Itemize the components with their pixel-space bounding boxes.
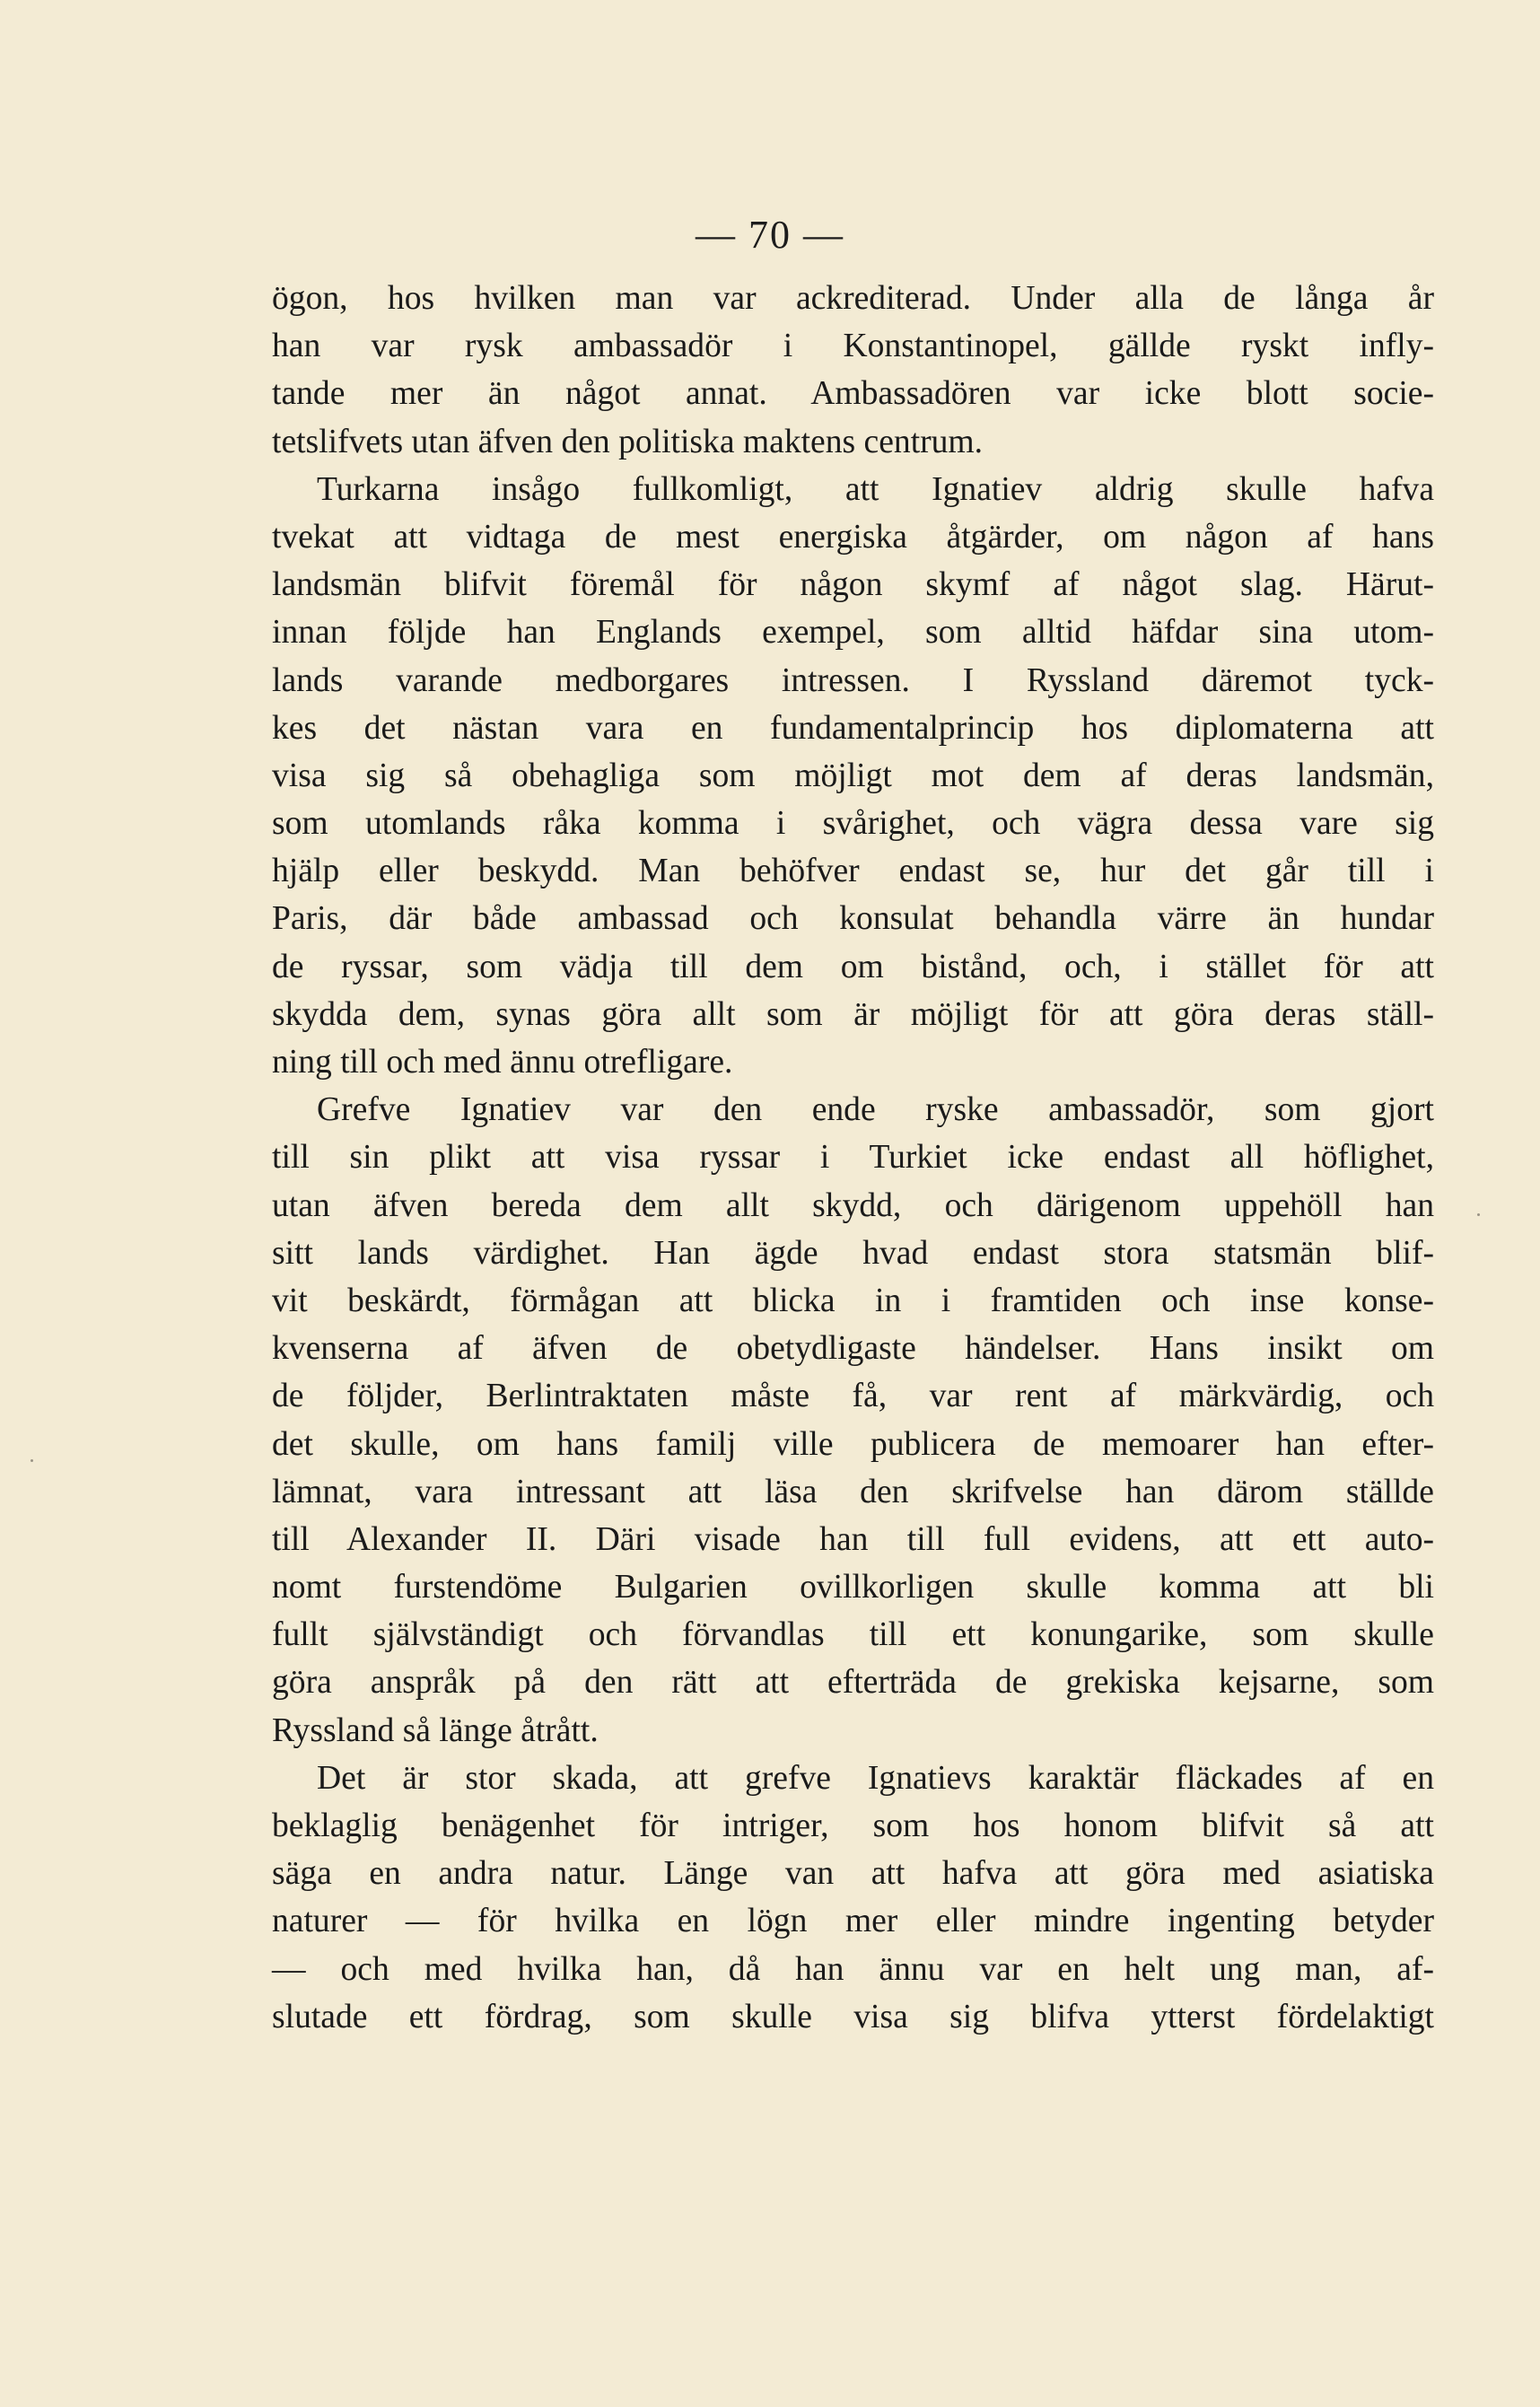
text-line: som utomlands råka komma i svårighet, och vägra dessa vare sig [272,805,1434,843]
paragraph-start-line: Turkarna insågo fullkomligt, att Ignatiev aldrig skulle hafva [317,470,1434,508]
text-line: tande mer än något annat. Ambassadören var icke blott socie- [272,375,1434,413]
text-line: hjälp eller beskydd. Man behöfver endast se, hur det går till i [272,853,1434,890]
text-line: — och med hvilka han, då han ännu var en helt ung man, af- [272,1950,1434,1988]
text-line: naturer — för hvilka en lögn mer eller mindre ingenting betyder [272,1903,1434,1940]
text-line: ögon, hos hvilken man var ackrediterad. Under alla de långa år [272,280,1434,317]
text-line: skydda dem, synas göra allt som är möjligt för att göra deras ställ- [272,995,1434,1033]
text-line: landsmän blifvit föremål för någon skymf af något slag. Härut- [272,566,1434,604]
text-line: slutade ett fördrag, som skulle visa sig blifva ytterst fördelaktigt [272,1998,1434,2035]
text-line: de följder, Berlintraktaten måste få, var rent af märkvärdig, och [272,1378,1434,1415]
paper-speck [31,1459,33,1462]
text-line: kvenserna af äfven de obetydligaste händelser. Hans insikt om [272,1330,1434,1368]
text-line: tvekat att vidtaga de mest energiska åtgärder, om någon af hans [272,518,1434,556]
text-line: innan följde han Englands exempel, som alltid häfdar sina utom- [272,614,1434,652]
text-line: fullt självständigt och förvandlas till ett konungarike, som skulle [272,1616,1434,1654]
text-line: göra anspråk på den rätt att efterträda de grekiska kejsarne, som [272,1664,1434,1702]
text-line: lämnat, vara intressant att läsa den skrifvelse han därom ställde [272,1473,1434,1510]
text-line: till sin plikt att visa ryssar i Turkiet icke endast all höflighet, [272,1139,1434,1177]
text-line: han var rysk ambassadör i Konstantinopel, gällde ryskt infly- [272,328,1434,365]
text-line: tetslifvets utan äfven den politiska maktens centrum. [272,423,984,460]
paragraph-start-line: Grefve Ignatiev var den ende ryske ambassadör, som gjort [317,1091,1434,1129]
paper-speck [1477,1213,1480,1216]
paragraph-start-line: Det är stor skada, att grefve Ignatievs karaktär fläckades af en [317,1759,1434,1797]
body-text [272,275,1434,2041]
text-line: visa sig så obehagliga som möjligt mot dem af deras landsmän, [272,757,1434,794]
text-line: till Alexander II. Däri visade han till full evidens, att ett auto- [272,1520,1434,1558]
text-line: säga en andra natur. Länge van att hafva att göra med asiatiska [272,1855,1434,1893]
text-line: Ryssland så länge åtrått. [272,1711,599,1749]
text-line: kes det nästan vara en fundamentalprincip hos diplomaterna att [272,709,1434,747]
text-line: nomt furstendöme Bulgarien ovillkorligen skulle komma att bli [272,1569,1434,1606]
text-line: beklaglig benägenhet för intriger, som hos honom blifvit så att [272,1807,1434,1844]
text-line: ning till och med ännu otrefligare. [272,1044,733,1081]
text-line: sitt lands värdighet. Han ägde hvad endast stora statsmän blif- [272,1234,1434,1272]
text-line: utan äfven bereda dem allt skydd, och därigenom uppehöll han [272,1186,1434,1224]
text-line: Paris, där både ambassad och konsulat behandla värre än hundar [272,900,1434,938]
text-line: vit beskärdt, förmågan att blicka in i framtiden och inse konse- [272,1282,1434,1319]
page-number: — 70 — [696,213,844,257]
text-line: de ryssar, som vädja till dem om bistånd, och, i stället för att [272,948,1434,985]
text-line: lands varande medborgares intressen. I Ryssland däremot tyck- [272,661,1434,699]
text-line: det skulle, om hans familj ville publicera de memoarer han efter- [272,1425,1434,1463]
